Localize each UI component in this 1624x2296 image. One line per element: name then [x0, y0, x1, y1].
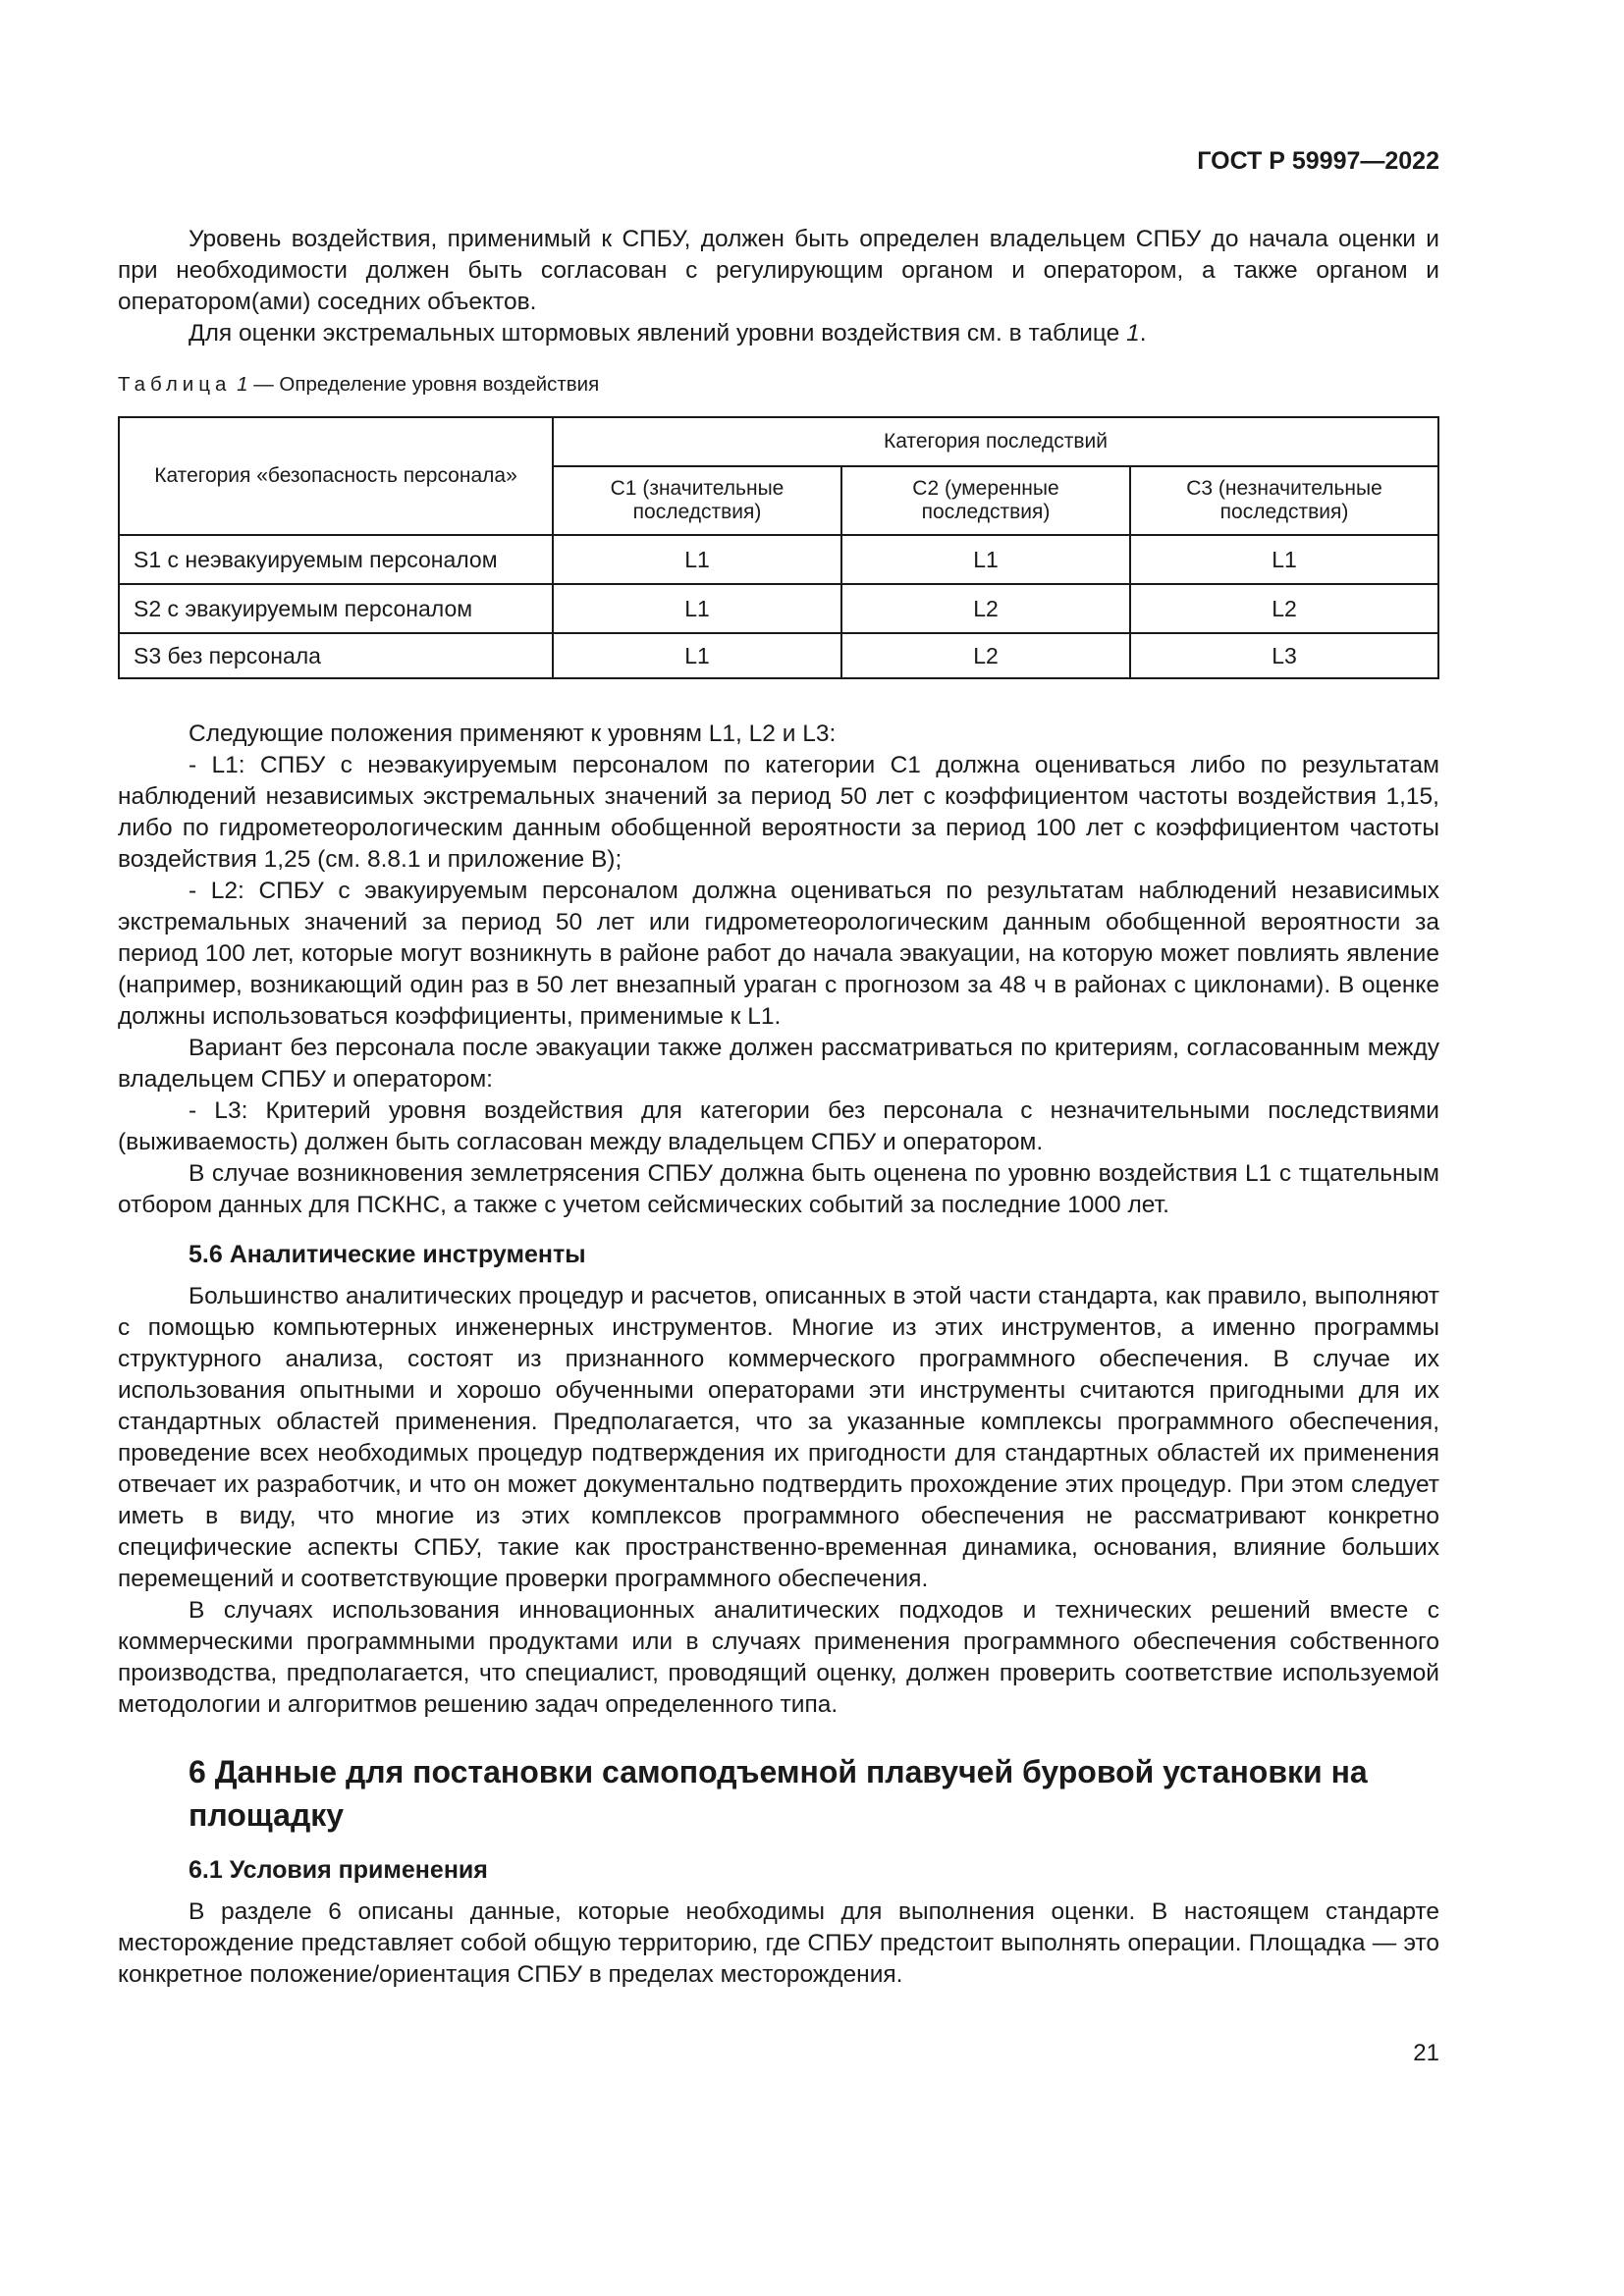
- intro-paragraph-2-end: .: [1139, 320, 1147, 347]
- table-caption-label: Таблица: [118, 373, 232, 396]
- table-cell: L2: [1130, 584, 1438, 633]
- table-row: [119, 633, 1438, 678]
- table-cell: L1: [1130, 535, 1438, 584]
- table-cell: L1: [553, 535, 841, 584]
- table-caption-number: 1: [237, 373, 248, 396]
- table-cell: L2: [841, 633, 1130, 678]
- intro-paragraph-1: Уровень воздействия, применимый к СПБУ, должен быть определен владельцем СПБУ до начала оценки и при необходимости должен быть согласован с регулирующим органом и оператором, а также органом и оператором(ами) соседних объектов.: [118, 226, 1439, 315]
- table-row: [119, 584, 1438, 633]
- table-caption-title: — Определение уровня воздействия: [247, 373, 600, 396]
- section-5-6-paragraph-2: В случаях использования инновационных аналитических подходов и технических решений вместе с коммерческими программными продуктами или в случаях применения программного обеспечения собственного производства, предполагается, что специалист, проводящий оценку, должен проверить соответствие используемой методологии и алгоритмов решению задач определенного типа.: [118, 1597, 1439, 1718]
- group-header-cell: Категория последствий: [553, 417, 1438, 466]
- row-label: S1 с неэвакуируемым персоналом: [119, 535, 553, 584]
- section-6-heading: 6 Данные для постановки самоподъемной плавучей буровой установки на площадку: [189, 1754, 1368, 1833]
- column-header-c2: С2 (умеренные последствия): [841, 466, 1130, 535]
- levels-paragraph-l1: - L1: СПБУ с неэвакуируемым персоналом по категории С1 должна оцениваться либо по результатам наблюдений независимых экстремальных значений за период 50 лет с коэффициентом частоты воздействия 1,15, либо по гидрометеорологическим данным обобщенной вероятности за период 100 лет с коэффициентом частоты воздействия 1,25 (см. 8.8.1 и приложение В);: [118, 752, 1439, 873]
- section-6-1-paragraph-1: В разделе 6 описаны данные, которые необходимы для выполнения оценки. В настоящем стандарте месторождение представляет собой общую территорию, где СПБУ предстоит выполнять операции. Площадка — это конкретное положение/ориентация СПБУ в пределах месторождения.: [118, 1898, 1439, 1988]
- table-caption: [118, 373, 1439, 397]
- document-id: ГОСТ Р 59997—2022: [1197, 147, 1439, 175]
- impact-level-table: [118, 416, 1439, 679]
- table-cell: L2: [841, 584, 1130, 633]
- intro-paragraph-2-text: Для оценки экстремальных штормовых явлений уровни воздействия см. в таблице: [189, 320, 1127, 347]
- page-content: [118, 145, 1439, 1991]
- levels-paragraph-l3: - L3: Критерий уровня воздействия для категории без персонала с незначительными последствиями (выживаемость) должен быть согласован между владельцем СПБУ и оператором.: [118, 1097, 1439, 1155]
- table-cell: L1: [553, 584, 841, 633]
- section-6-1-heading: 6.1 Условия применения: [189, 1856, 488, 1884]
- row-label: S3 без персонала: [119, 633, 553, 678]
- table-row: [119, 535, 1438, 584]
- table-reference: 1: [1126, 320, 1140, 347]
- column-header-c1: С1 (значительные последствия): [553, 466, 841, 535]
- table-cell: L1: [841, 535, 1130, 584]
- intro-paragraph-2: [118, 318, 1439, 349]
- row-header-cell: Категория «безопасность персонала»: [119, 417, 553, 535]
- levels-paragraph-earthquake: В случае возникновения землетрясения СПБУ должна быть оценена по уровню воздействия L1 с тщательным отбором данных для ПСКНС, а также с учетом сейсмических событий за последние 1000 лет.: [118, 1160, 1439, 1218]
- table-cell: L1: [553, 633, 841, 678]
- column-header-c3: С3 (незначительные последствия): [1130, 466, 1438, 535]
- page-number: 21: [1413, 2040, 1439, 2066]
- levels-paragraph-no-personnel: Вариант без персонала после эвакуации также должен рассматриваться по критериям, согласованным между владельцем СПБУ и оператором:: [118, 1035, 1439, 1093]
- row-label: S2 с эвакуируемым персоналом: [119, 584, 553, 633]
- section-5-6-heading: 5.6 Аналитические инструменты: [189, 1241, 586, 1268]
- levels-paragraph-l2: - L2: СПБУ с эвакуируемым персоналом должна оцениваться по результатам наблюдений независимых экстремальных значений за период 50 лет или гидрометеорологическим данным обобщенной вероятности за период 100 лет, которые могут возникнуть в районе работ до начала эвакуации, на которую может повлиять явление (например, возникающий один раз в 50 лет внезапный ураган с прогнозом за 48 ч в районах с циклонами). В оценке должны использоваться коэффициенты, применимые к L1.: [118, 878, 1439, 1030]
- section-5-6-paragraph-1: Большинство аналитических процедур и расчетов, описанных в этой части стандарта, как правило, выполняют с помощью компьютерных инженерных инструментов. Многие из этих инструментов, а именно программы структурного анализа, состоят из признанного коммерческого программного обеспечения. В случае их использования опытными и хорошо обученными операторами эти инструменты считаются пригодными для их стандартных областей применения. Предполагается, что за указанные комплексы программного обеспечения, проведение всех необходимых процедур подтверждения их пригодности для стандартных областей их применения отвечает их разработчик, и что он может документально подтвердить прохождение этих процедур. При этом следует иметь в виду, что многие из этих комплексов программного обеспечения не рассматривают конкретно специфические аспекты СПБУ, такие как пространственно-временная динамика, основания, влияние больших перемещений и соответствующие проверки программного обеспечения.: [118, 1283, 1439, 1592]
- table-cell: L3: [1130, 633, 1438, 678]
- levels-paragraph-1: Следующие положения применяют к уровням L1, L2 и L3:: [189, 721, 837, 747]
